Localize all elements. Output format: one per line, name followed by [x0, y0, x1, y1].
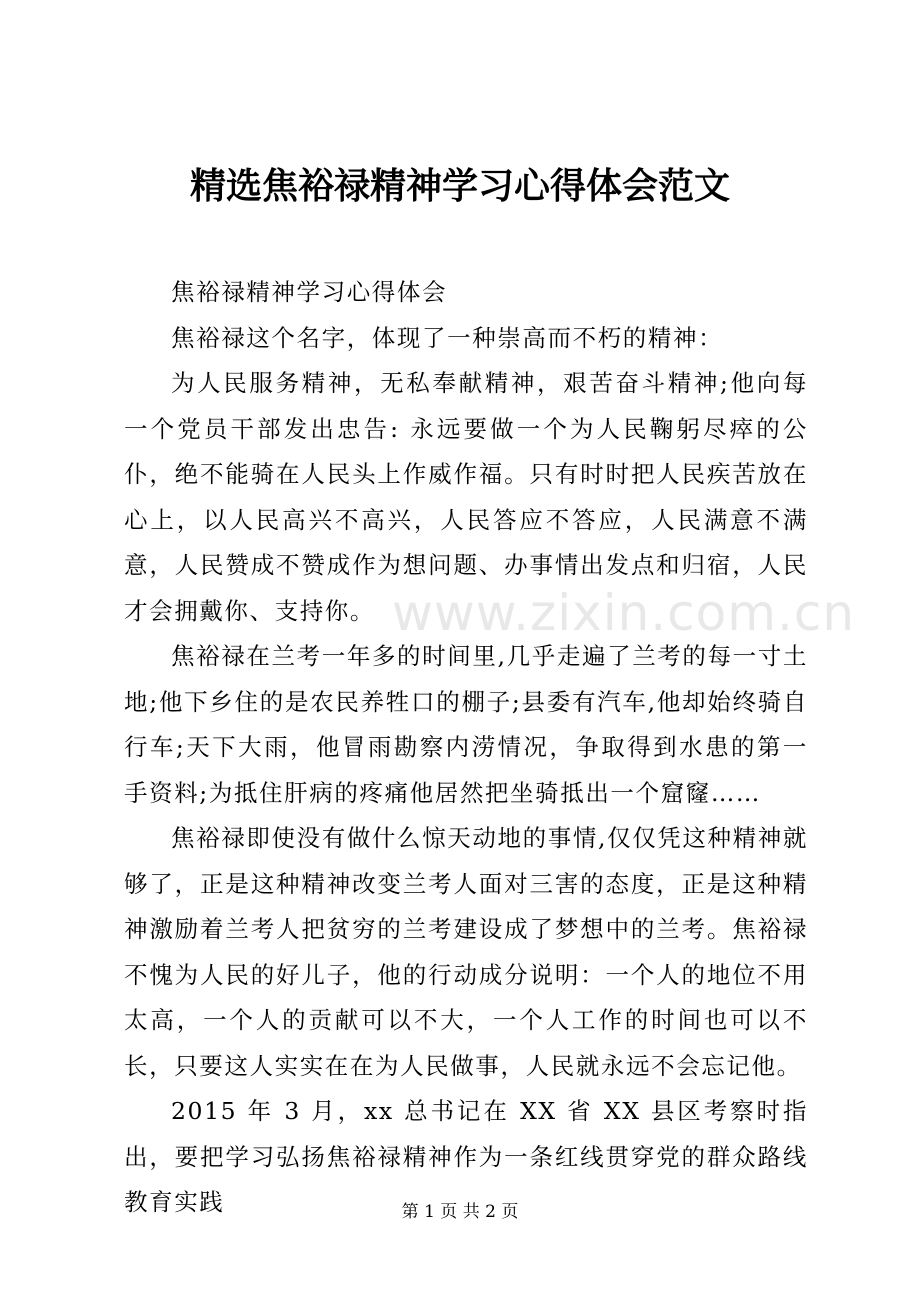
document-body: [124, 270, 808, 1226]
body-paragraph: 焦裕禄即使没有做什么惊天动地的事情,仅仅凭这种精神就够了，正是这种精神改变兰考人面对三害的态度，正是这种精神激励着兰考人把贫穷的兰考建设成了梦想中的兰考。焦裕禄不愧为人民的好儿子，他的行动成分说明：一个人的地位不用太高，一个人的贡献可以不大，一个人工作的时间也可以不长，只要这人实实在在为人民做事，人民就永远不会忘记他。: [124, 824, 808, 1080]
body-paragraph: 焦裕禄在兰考一年多的时间里,几乎走遍了兰考的每一寸土地;他下乡住的是农民养牲口的棚子;县委有汽车,他却始终骑自行车;天下大雨，他冒雨勘察内涝情况，争取得到水患的第一手资料;为抵住肝病的疼痛他居然把坐骑抵出一个窟窿……: [124, 642, 808, 807]
body-paragraph: 焦裕禄这个名字，体现了一种崇高而不朽的精神：: [171, 323, 724, 352]
watermark: www.zixin.com.cn: [392, 584, 856, 642]
page-footer: 第 1 页 共 2 页: [401, 1202, 519, 1222]
document-title: 精选焦裕禄精神学习心得体会范文: [189, 165, 730, 207]
body-paragraph: 为人民服务精神，无私奉献精神，艰苦奋斗精神;他向每一个党员干部发出忠告: 永远要做一个为人民鞠躬尽瘁的公仆，绝不能骑在人民头上作威作福。只有时时把人民疾苦放在心上，以人民高兴不高兴，人民答应不答应，人民满意不满意，人民赞成不赞成作为想问题、办事情出发点和归宿，人民才会拥戴你、支持你。: [124, 369, 808, 625]
subtitle-paragraph: 焦裕禄精神学习心得体会: [171, 278, 448, 306]
body-paragraph: 2015 年 3 月，xx 总书记在 XX 省 XX 县区考察时指出，要把学习弘扬焦裕禄精神作为一条红线贯穿党的群众路线教育实践: [124, 1097, 808, 1216]
